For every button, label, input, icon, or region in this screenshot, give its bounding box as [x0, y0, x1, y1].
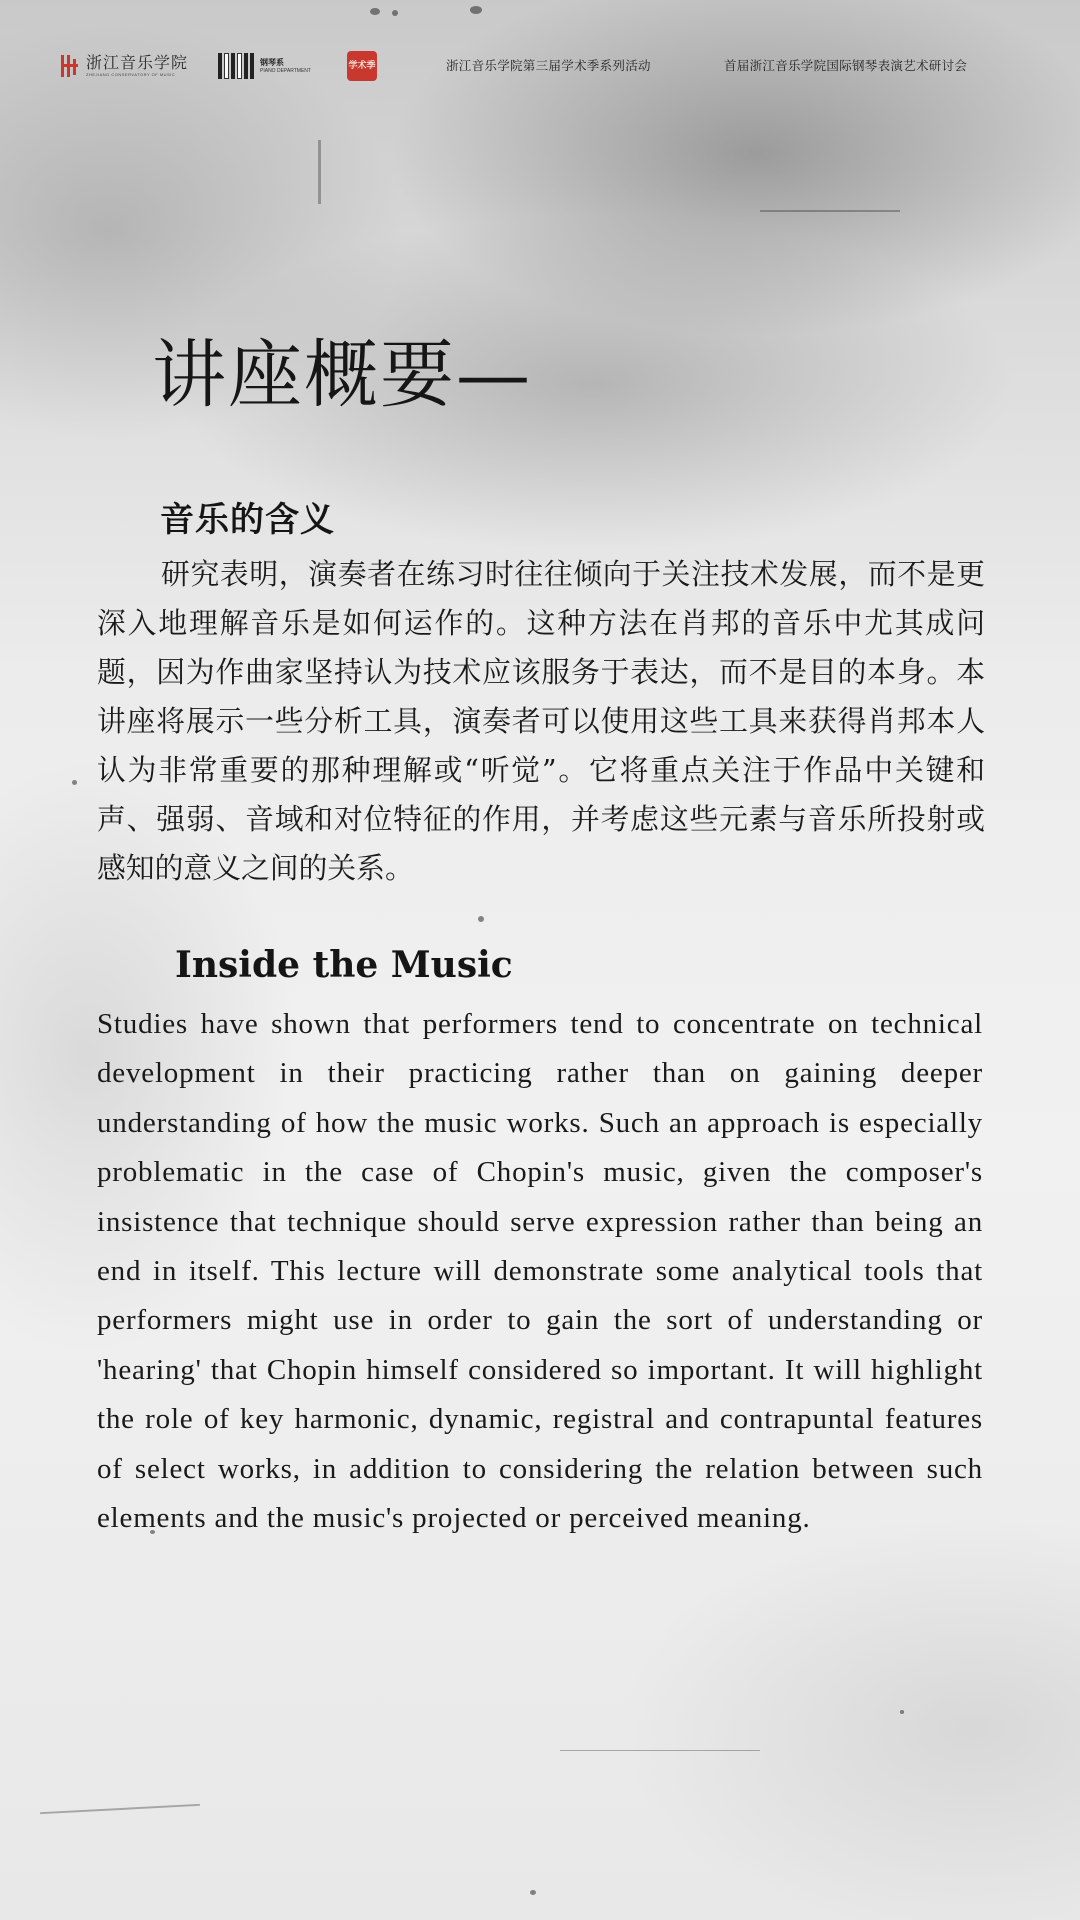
piano-department-logo [218, 53, 311, 79]
english-section-heading: Inside the Music [175, 944, 513, 986]
header-bar [60, 44, 1020, 88]
chinese-section-heading: 音乐的含义 [160, 500, 335, 540]
school-name-cn: 浙江音乐学院 [86, 53, 189, 72]
school-logo [60, 53, 188, 79]
seal-text: 学术季 [348, 61, 376, 71]
texture-streak [760, 210, 900, 212]
event-series-label: 浙江音乐学院第三届学术季系列活动 [446, 58, 651, 73]
texture-speck [370, 8, 380, 15]
event-symposium-label: 首届浙江音乐学院国际钢琴表演艺术研讨会 [724, 58, 968, 73]
texture-speck [72, 780, 77, 785]
english-section-body: Studies have shown that performers tend to concentrate on technical development in their practicing rather than on gaining deeper understanding of how the music works. Such an approach is especially problematic in the case of Chopin's music, given the composer's insistence that technique should serve expression rather than being an end in itself. This lecture will demonstrate some analytical tools that performers might use in order to gain the sort of understanding or 'hearing' that Chopin himself considered so important. It will highlight the role of key harmonic, dynamic, registral and contrapuntal features of select works, in addition to considering the relation between such elements and the music's projected or perceived meaning. [97, 1008, 983, 1535]
texture-streak [40, 1804, 200, 1814]
department-name-en: PIANO DEPARTMENT [260, 68, 311, 74]
chinese-section-body: 研究表明，演奏者在练习时往往倾向于关注技术发展，而不是更深入地理解音乐是如何运作的。这种方法在肖邦的音乐中尤其成问题，因为作曲家坚持认为技术应该服务于表达，而不是目的本身。本讲座将展示一些分析工具，演奏者可以使用这些工具来获得肖邦本人认为非常重要的那种理解或“听觉”。它将重点关注于作品中关键和声、强弱、音域和对位特征的作用，并考虑这些元素与音乐所投射或感知的意义之间的关系。 [97, 557, 985, 885]
department-name-cn: 钢琴系 [260, 58, 285, 67]
school-name-en: ZHEJIANG CONSERVATORY OF MUSIC [86, 72, 176, 77]
texture-streak [318, 140, 321, 204]
academic-season-seal [347, 51, 377, 81]
school-emblem-icon [60, 53, 80, 79]
texture-streak [560, 1750, 760, 1751]
piano-keys-icon [218, 53, 254, 79]
texture-speck [530, 1890, 536, 1895]
texture-speck [478, 916, 484, 922]
texture-speck [392, 10, 398, 16]
texture-speck [900, 1710, 904, 1714]
page-title: 讲座概要— [152, 332, 532, 418]
texture-speck [470, 6, 482, 14]
